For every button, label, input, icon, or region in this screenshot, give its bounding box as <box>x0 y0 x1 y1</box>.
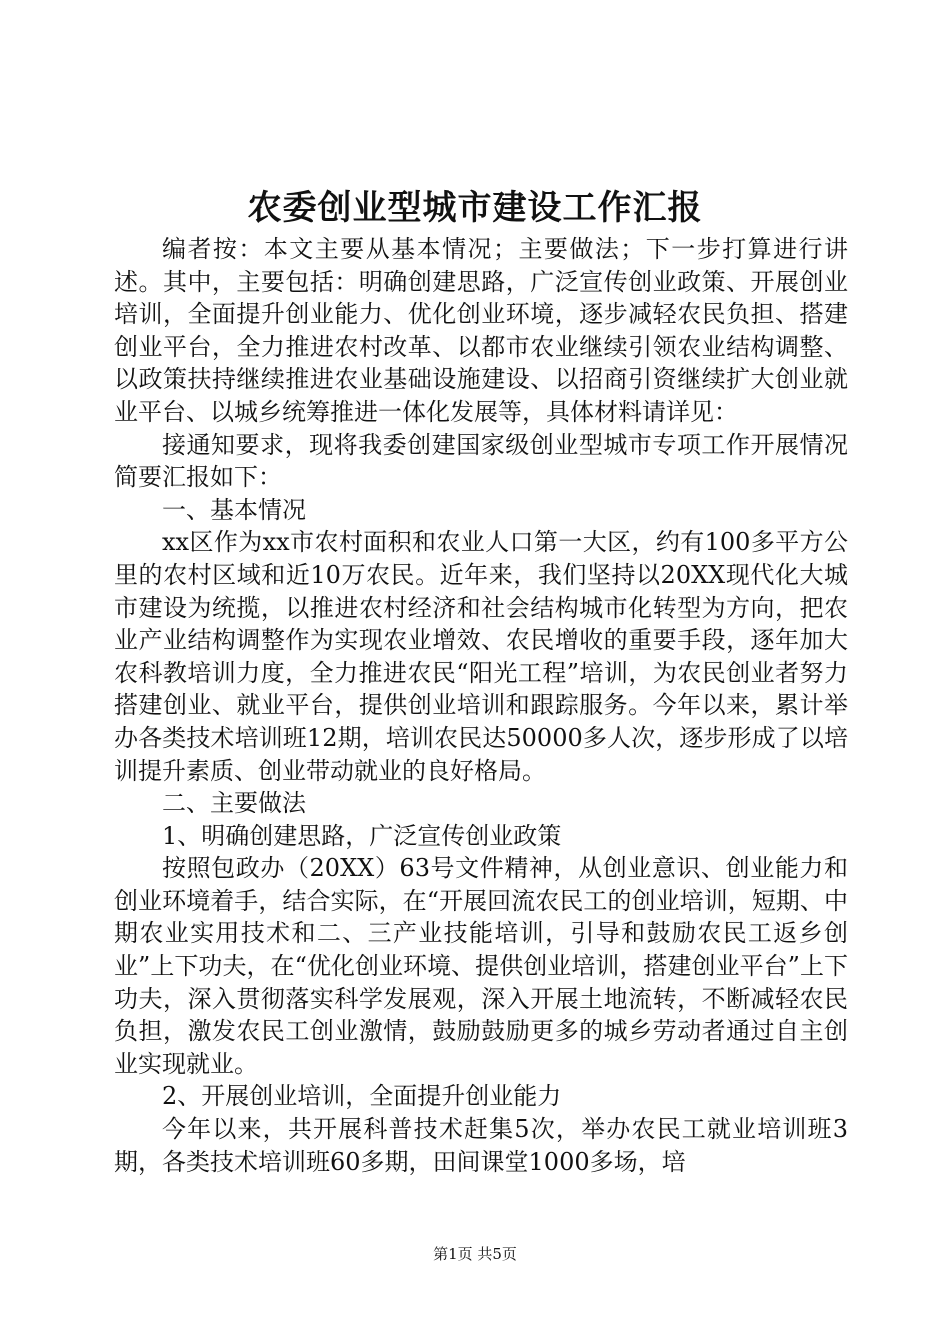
paragraph-practice-1: 按照包政办（20XX）63号文件精神，从创业意识、创业能力和创业环境着手，结合实际，在“开展回流农民工的创业培训，短期、中期农业实用技术和二、三产业技能培训，引导和鼓励农民工返乡创业”上下功夫，在“优化创业环境、提供创业培训，搭建创业平台”上下功夫，深入贯彻落实科学发展观，深入开展土地流转，不断减轻农民负担，激发农民工创业激情，鼓励鼓励更多的城乡劳动者通过自主创业实现就业。 <box>114 854 848 1078</box>
paragraph-basic-situation: xx区作为xx市农村面积和农业人口第一大区，约有100多平方公里的农村区域和近10万农民。近年来，我们坚持以20XX现代化大城市建设为统揽，以推进农村经济和社会结构城市化转型为方向，把农业产业结构调整作为实现农业增效、农民增收的重要手段，逐年加大农科教培训力度，全力推进农民“阳光工程”培训，为农民创业者努力搭建创业、就业平台，提供创业培训和跟踪服务。今年以来，累计举办各类技术培训班12期，培训农民达50000多人次，逐步形成了以培训提升素质、创业带动就业的良好格局。 <box>114 528 848 785</box>
subheading-2: 2、开展创业培训，全面提升创业能力 <box>162 1082 562 1111</box>
paragraph-practice-2: 今年以来，共开展科普技术赶集5次，举办农民工就业培训班3期，各类技术培训班60多期，田间课堂1000多场，培 <box>114 1115 848 1176</box>
subheading-1: 1、明确创建思路，广泛宣传创业政策 <box>162 821 562 850</box>
document-title: 农委创业型城市建设工作汇报 <box>247 188 703 228</box>
paragraph-intro: 接通知要求，现将我委创建国家级创业型城市专项工作开展情况简要汇报如下： <box>114 430 848 492</box>
section-heading-main-practices: 二、主要做法 <box>162 789 306 818</box>
document-body <box>114 233 848 1178</box>
section-heading-basic-situation: 一、基本情况 <box>162 495 306 524</box>
page-number-footer: 第1页 共5页 <box>433 1245 517 1263</box>
paragraph-editor-note: 编者按：本文主要从基本情况；主要做法；下一步打算进行讲述。其中，主要包括：明确创建思路，广泛宣传创业政策、开展创业培训，全面提升创业能力、优化创业环境，逐步减轻农民负担、搭建创业平台，全力推进农村改革、以都市农业继续引领农业结构调整、以政策扶持继续推进农业基础设施建设、以招商引资继续扩大创业就业平台、以城乡统筹推进一体化发展等，具体材料请详见： <box>114 235 848 426</box>
